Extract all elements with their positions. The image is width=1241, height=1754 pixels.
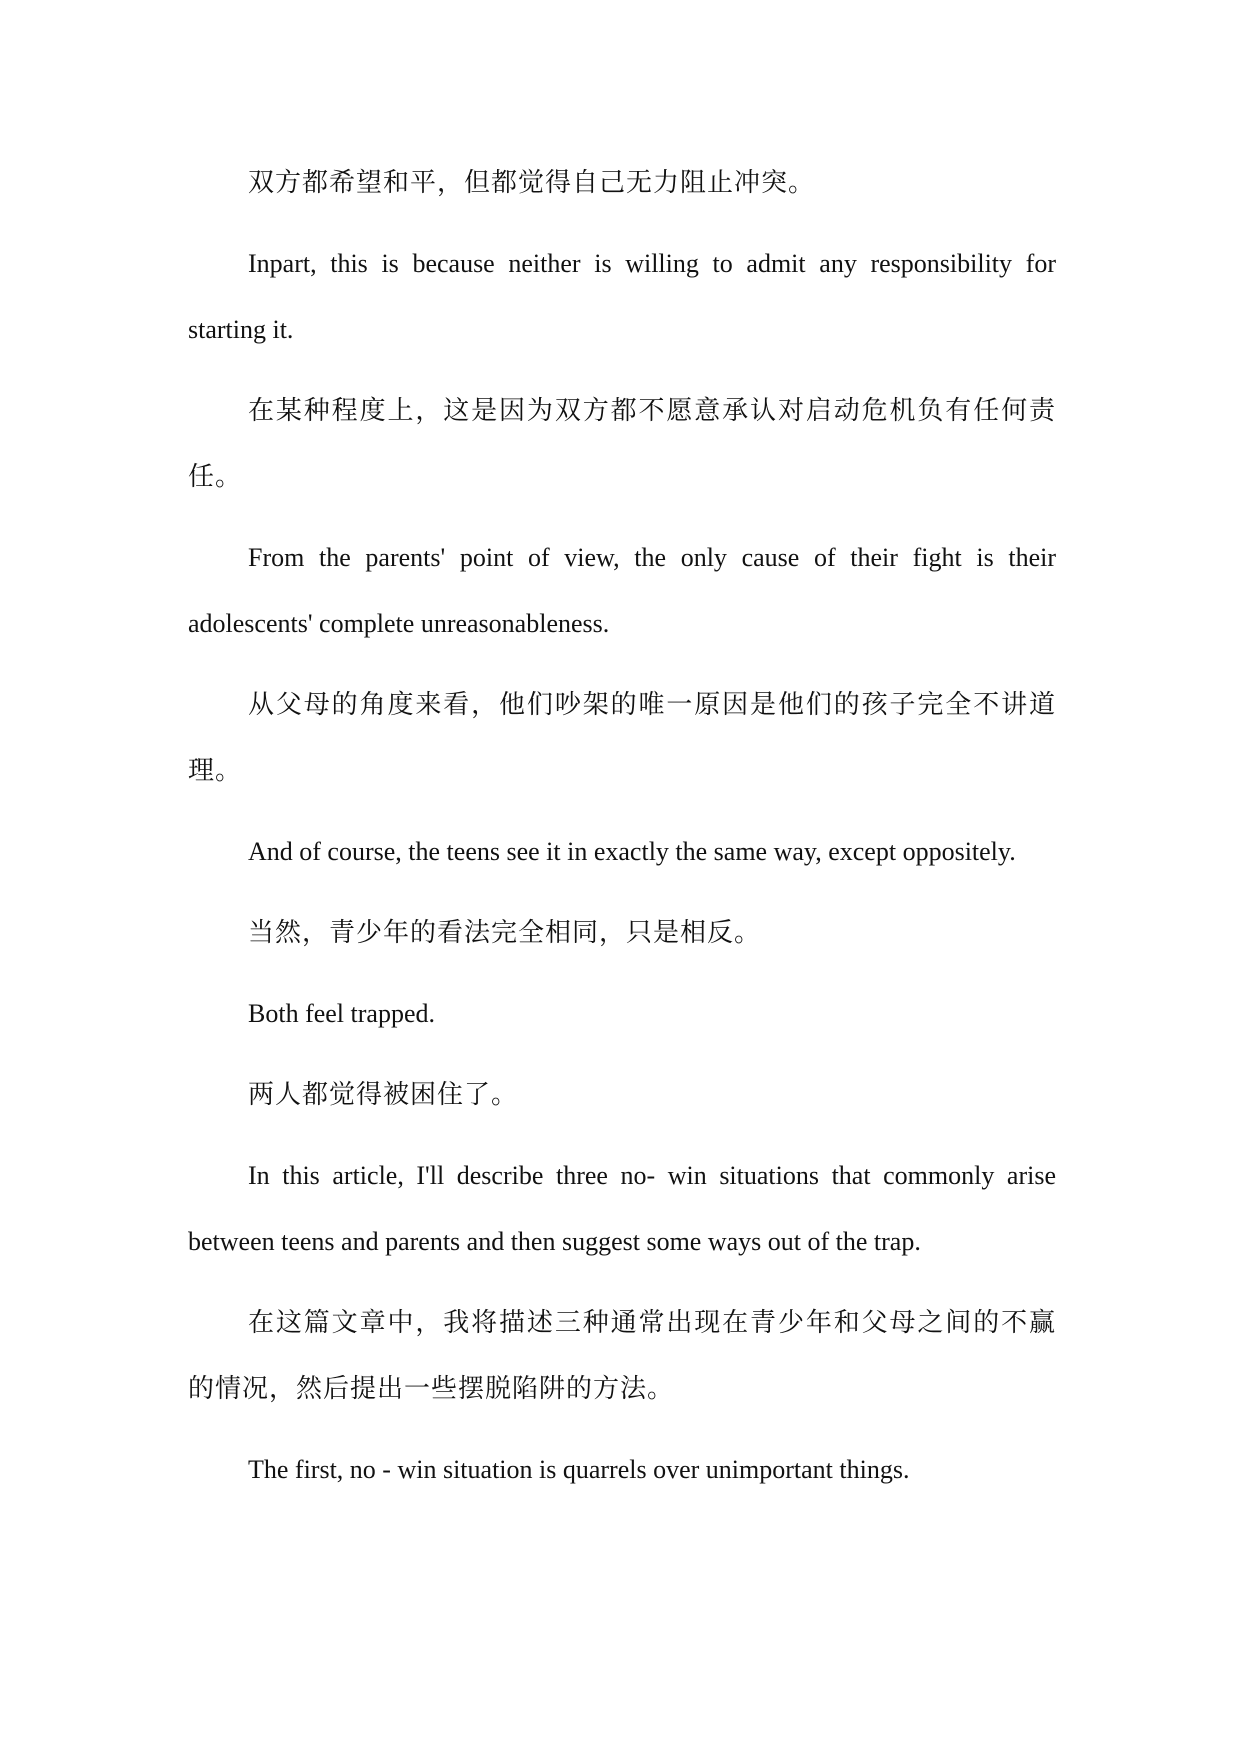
paragraph-zh: 从父母的角度来看，他们吵架的唯一原因是他们的孩子完全不讲道理。 <box>188 690 1056 785</box>
paragraph-zh: 双方都希望和平，但都觉得自己无力阻止冲突。 <box>248 168 816 197</box>
paragraph-en: Inpart, this is because neither is willing to admit any responsibility for starting it. <box>188 249 1056 344</box>
paragraph-zh: 在这篇文章中，我将描述三种通常出现在青少年和父母之间的不赢的情况，然后提出一些摆脱陷阱的方法。 <box>188 1308 1056 1403</box>
paragraph-en: Both feel trapped. <box>248 999 435 1028</box>
paragraph-en: And of course, the teens see it in exactly the same way, except oppositely. <box>248 837 1016 866</box>
document-body <box>188 150 1056 1503</box>
paragraph-zh: 两人都觉得被困住了。 <box>248 1080 519 1109</box>
paragraph-en: In this article, I'll describe three no- win situations that commonly arise between teens and parents and then suggest some ways out of the trap. <box>188 1161 1056 1256</box>
paragraph-zh: 当然，青少年的看法完全相同，只是相反。 <box>248 918 762 947</box>
paragraph-en: The first, no - win situation is quarrels over unimportant things. <box>248 1455 910 1484</box>
paragraph-zh: 在某种程度上，这是因为双方都不愿意承认对启动危机负有任何责任。 <box>188 396 1056 491</box>
paragraph-en: From the parents' point of view, the only cause of their fight is their adolescents' complete unreasonableness. <box>188 543 1056 638</box>
